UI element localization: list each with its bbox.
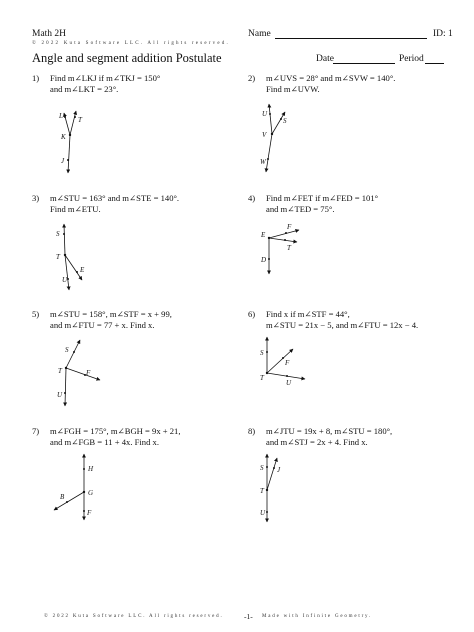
problem-number: 8): [248, 426, 256, 436]
problem-line: and m∠STJ = 2x + 4. Find x.: [266, 437, 368, 447]
figure-label: F: [285, 359, 290, 367]
period-label: Period: [399, 54, 424, 64]
problem-number: 5): [32, 309, 40, 319]
problem-line: m∠JTU = 19x + 8, m∠STU = 180°,: [266, 426, 393, 436]
footer-credit: Made with Infinite Geometry.: [262, 614, 373, 619]
figure-label: W: [260, 158, 266, 166]
figure-label: F: [86, 369, 91, 377]
figure-label: L: [59, 112, 63, 120]
problem-line: Find m∠FET if m∠FED = 101°: [266, 193, 379, 203]
figure-label: S: [260, 349, 264, 357]
figure-label: K: [61, 133, 66, 141]
figure-label: H: [88, 465, 94, 473]
figure-label: J: [277, 466, 281, 474]
figure-7-diagram: [52, 452, 102, 522]
figure-label: E: [80, 266, 85, 274]
date-label: Date: [316, 54, 334, 64]
header-copyright: © 2022 Kuta Software LLC. All rights reserved.: [32, 41, 230, 46]
figure-label: E: [261, 231, 266, 239]
figure-label: S: [260, 464, 264, 472]
problem-line: m∠STU = 163° and m∠STE = 140°.: [50, 193, 180, 203]
figure-3-diagram: [52, 222, 97, 294]
figure-label: G: [88, 489, 94, 497]
figure-label: T: [58, 367, 62, 375]
problem-line: Find m∠ETU.: [50, 204, 101, 214]
figure-label: U: [262, 110, 268, 118]
figure-label: U: [62, 276, 68, 284]
page-number: -1-: [244, 612, 253, 621]
problem-5: [32, 309, 172, 331]
date-field[interactable]: [333, 54, 395, 64]
problem-line: Find x if m∠STF = 44°,: [266, 309, 350, 319]
problem-line: m∠STU = 158°, m∠STF = x + 99,: [50, 309, 172, 319]
period-field[interactable]: [425, 54, 444, 64]
id-label: ID: 1: [433, 29, 453, 39]
figure-label: B: [60, 493, 65, 501]
figure-label: U: [57, 391, 63, 399]
problem-number: 4): [248, 193, 256, 203]
figure-label: F: [287, 223, 292, 231]
problem-line: m∠UVS = 28° and m∠SVW = 140°.: [266, 73, 396, 83]
figure-label: T: [260, 374, 264, 382]
figure-label: D: [261, 256, 267, 264]
course-name: Math 2H: [32, 29, 67, 39]
problem-2: [248, 73, 395, 95]
problem-8: [248, 426, 392, 448]
problem-line: and m∠FTU = 77 + x. Find x.: [50, 320, 155, 330]
problem-6: [248, 309, 418, 331]
figure-label: T: [260, 487, 264, 495]
figure-6-diagram: [255, 335, 310, 390]
problem-line: m∠STU = 21x − 5, and m∠FTU = 12x − 4.: [266, 320, 419, 330]
problem-number: 1): [32, 73, 40, 83]
figure-label: U: [260, 509, 266, 517]
figure-1-diagram: [50, 105, 90, 175]
problem-line: Find m∠LKJ if m∠TKJ = 150°: [50, 73, 161, 83]
problem-line: and m∠LKT = 23°.: [50, 84, 119, 94]
problem-line: and m∠TED = 75°.: [266, 204, 335, 214]
problem-7: [32, 426, 181, 448]
problem-number: 6): [248, 309, 256, 319]
problem-line: Find m∠UVW.: [266, 84, 320, 94]
figure-label: S: [65, 346, 69, 354]
figure-label: S: [56, 230, 60, 238]
figure-label: U: [286, 379, 292, 387]
problem-4: [248, 193, 378, 215]
problem-number: 7): [32, 426, 40, 436]
problem-number: 2): [248, 73, 256, 83]
figure-label: S: [283, 117, 287, 125]
page-title: Angle and segment addition Postulate: [32, 51, 222, 65]
problem-line: and m∠FGB = 11 + 4x. Find x.: [50, 437, 159, 447]
figure-label: T: [287, 244, 291, 252]
footer-copyright: © 2022 Kuta Software LLC. All rights reserved.: [44, 614, 224, 619]
figure-label: T: [78, 116, 82, 124]
problem-3: [32, 193, 179, 215]
problem-number: 3): [32, 193, 40, 203]
name-field[interactable]: [275, 29, 427, 39]
figure-label: V: [262, 131, 267, 139]
figure-label: F: [87, 509, 92, 517]
figure-2-diagram: [255, 102, 300, 174]
figure-label: T: [56, 253, 60, 261]
figure-label: J: [61, 157, 65, 165]
figure-4-diagram: [255, 220, 305, 276]
figure-8-diagram: [255, 452, 300, 524]
problem-1: [32, 73, 160, 95]
problem-line: m∠FGH = 175°, m∠BGH = 9x + 21,: [50, 426, 181, 436]
figure-5-diagram: [52, 338, 107, 408]
name-label: Name: [248, 29, 271, 39]
